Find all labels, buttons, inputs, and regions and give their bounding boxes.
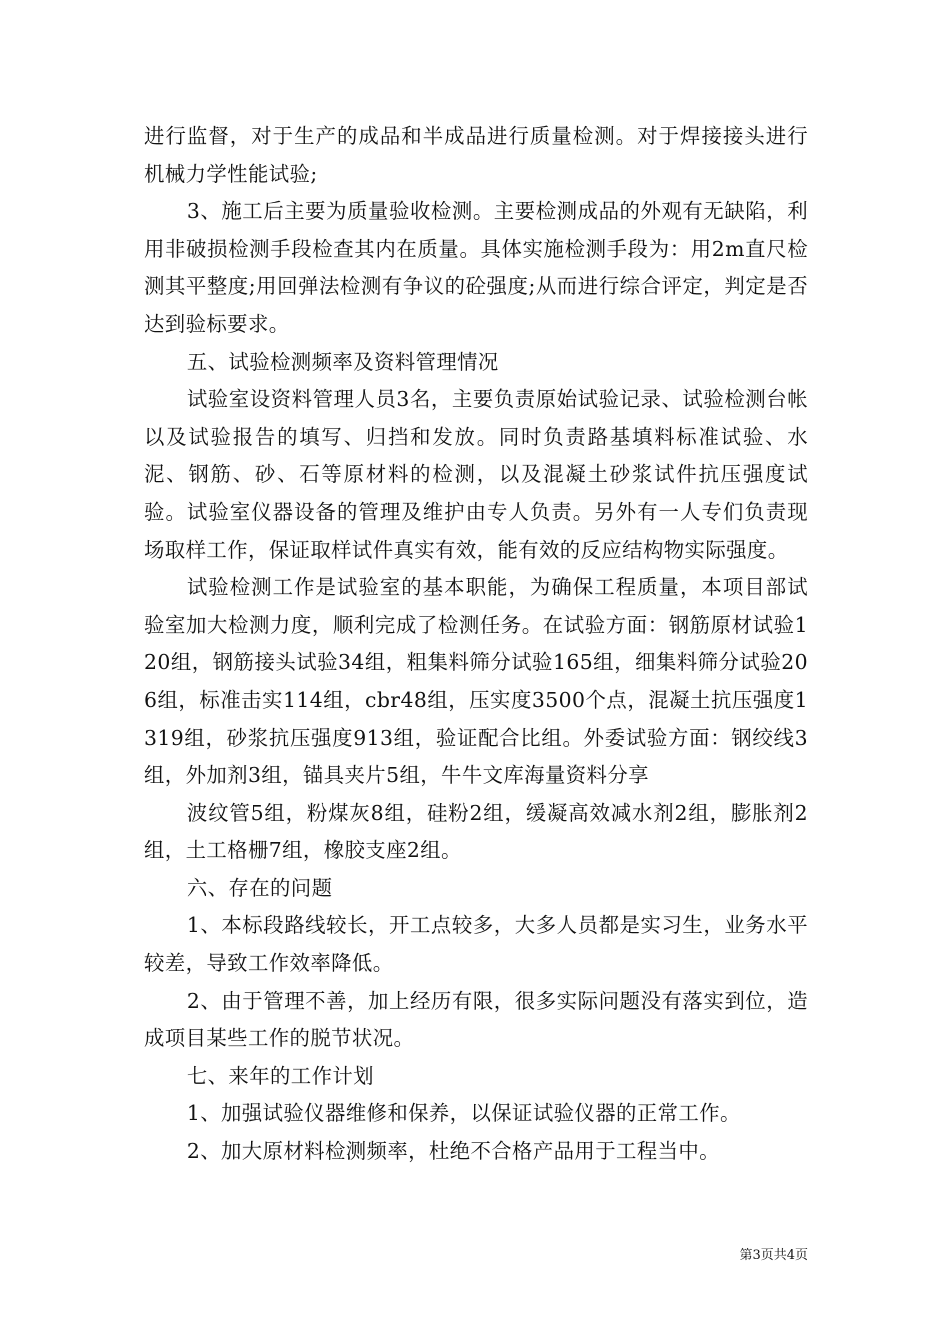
page-number-footer: 第3页共4页 xyxy=(739,1248,808,1263)
section-heading-6: 六、存在的问题 xyxy=(186,875,333,900)
paragraph-4: 试验检测工作是试验室的基本职能，为确保工程质量，本项目部试验室加大检测力度，顺利完成了检测任务。在试验方面：钢筋原材试验120组，钢筋接头试验34组，粗集料筛分试验165组，细集料筛分试验206组，标准击实114组，cbr48组，压实度3500个点，混凝土抗压强度1319组，砂浆抗压强度913组，验证配合比组。外委试验方面：钢绞线3组，外加剂3组，锚具夹片5组，牛牛文库海量资料分享 xyxy=(144,575,808,788)
paragraph-6: 1、本标段路线较长，开工点较多，大多人员都是实习生，业务水平较差，导致工作效率降低。 xyxy=(144,913,808,976)
paragraph-8: 1、加强试验仪器维修和保养，以保证试验仪器的正常工作。 xyxy=(186,1101,741,1126)
document-body xyxy=(144,118,808,1171)
paragraph-7: 2、由于管理不善，加上经历有限，很多实际问题没有落实到位，造成项目某些工作的脱节状况。 xyxy=(144,988,808,1051)
paragraph-3: 试验室设资料管理人员3名，主要负责原始试验记录、试验检测台帐以及试验报告的填写、归挡和发放。同时负责路基填料标准试验、水泥、钢筋、砂、石等原材料的检测，以及混凝土砂浆试件抗压强度试验。试验室仪器设备的管理及维护由专人负责。另外有一人专们负责现场取样工作，保证取样试件真实有效，能有效的反应结构物实际强度。 xyxy=(144,387,808,562)
paragraph-1: 进行监督，对于生产的成品和半成品进行质量检测。对于焊接接头进行机械力学性能试验; xyxy=(144,124,808,186)
section-heading-7: 七、来年的工作计划 xyxy=(186,1063,374,1088)
paragraph-5: 波纹管5组，粉煤灰8组，硅粉2组，缓凝高效减水剂2组，膨胀剂2组，土工格栅7组，橡胶支座2组。 xyxy=(144,800,808,863)
paragraph-2: 3、施工后主要为质量验收检测。主要检测成品的外观有无缺陷，利用非破损检测手段检查其内在质量。具体实施检测手段为：用2m直尺检测其平整度;用回弹法检测有争议的砼强度;从而进行综合评定，判定是否达到验标要求。 xyxy=(144,199,808,336)
paragraph-9: 2、加大原材料检测频率，杜绝不合格产品用于工程当中。 xyxy=(186,1139,720,1164)
section-heading-5: 五、试验检测频率及资料管理情况 xyxy=(186,349,499,374)
